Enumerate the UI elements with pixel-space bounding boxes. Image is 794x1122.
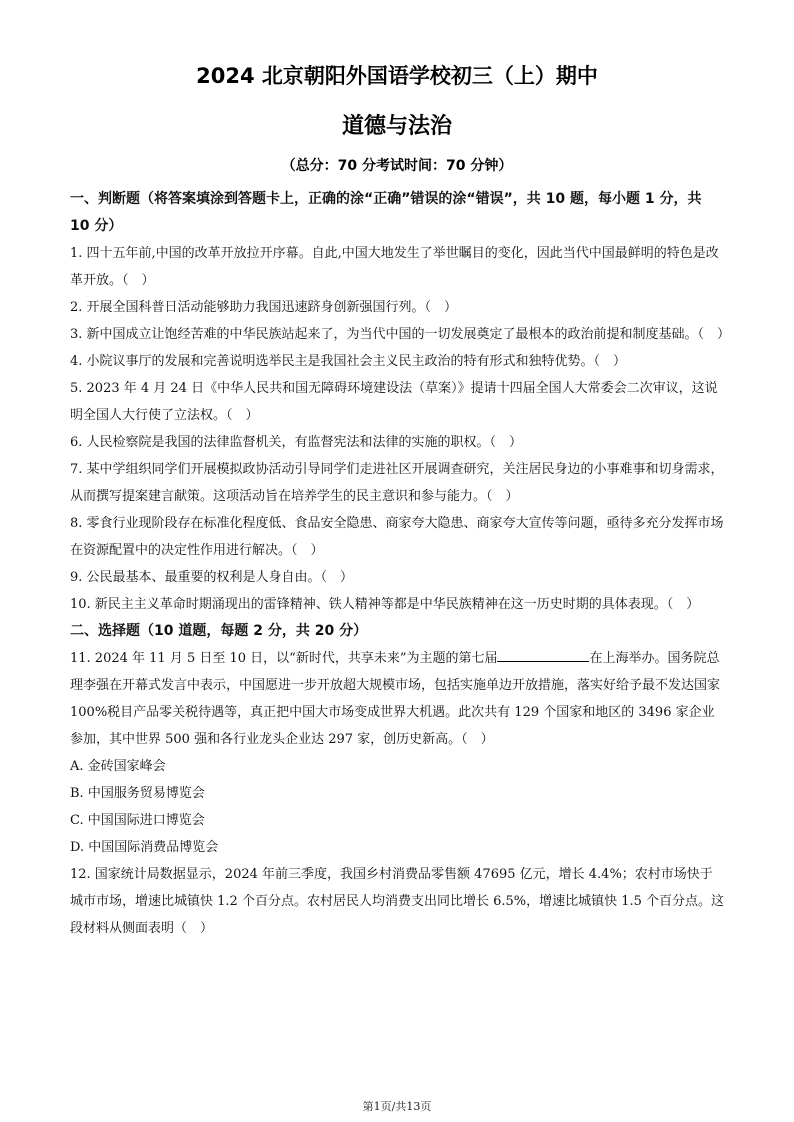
- question-12: 12. 国家统计局数据显示，2024 年前三季度，我国乡村消费品零售额 47695 亿元，增长 4.4%；农村市场快于城市市场，增速比城镇快 1.2 个百分点。农村居民人均消费支出同比增长 6.5%，增速比城镇快 1.5 个百分点。这段材料从侧面表明（ ）: [70, 867, 725, 936]
- question-2: 2. 开展全国科普日活动能够助力我国迅速跻身创新强国行列。（ ）: [70, 300, 458, 315]
- option-c: C. 中国国际进口博览会: [70, 813, 205, 828]
- exam-content: [70, 186, 731, 942]
- section2-heading: 二、选择题（10 道题，每题 2 分，共 20 分）: [70, 623, 368, 639]
- option-a: A. 金砖国家峰会: [70, 759, 166, 774]
- question-11-stem-start: 11. 2024 年 11 月 5 日至 10 日，以“新时代，共享未来”为主题的第七届: [70, 651, 498, 666]
- option-d: D. 中国国际消费品博览会: [70, 840, 219, 855]
- question-11: [70, 645, 725, 753]
- question-8: 8. 零食行业现阶段存在标准化程度低、食品安全隐患、商家夸大隐患、商家夸大宣传等问题，亟待多充分发挥市场在资源配置中的决定性作用进行解决。（ ）: [70, 516, 724, 558]
- subject-title: 道德与法治: [341, 114, 452, 139]
- answer-blank: [497, 647, 589, 662]
- question-6: 6. 人民检察院是我国的法律监督机关，有监督宪法和法律的实施的职权。（ ）: [70, 435, 523, 450]
- question-5: 5. 2023 年 4 月 24 日《中华人民共和国无障碍环境建设法（草案）》提请十四届全国人大常委会二次审议，这说明全国人大行使了立法权。（ ）: [70, 381, 718, 423]
- question-3: 3. 新中国成立让饱经苦难的中华民族站起来了，为当代中国的一切发展奠定了最根本的政治前提和制度基础。（ ）: [70, 327, 731, 342]
- section1-heading: 一、判断题（将答案填涂到答题卡上，正确的涂“正确”错误的涂“错误”，共 10 题，每小题 1 分，共 10 分）: [70, 191, 702, 234]
- page-number: 第1页/共13页: [362, 1100, 432, 1113]
- option-b: B. 中国服务贸易博览会: [70, 786, 205, 801]
- exam-title: 2024 北京朝阳外国语学校初三（上）期中: [196, 64, 598, 88]
- question-11-stem-end: 在上海举办。国务院总理李强在开幕式发言中表示，中国愿进一步开放超大规模市场，包括实施单边开放措施，落实好给予最不发达国家 100%税目产品零关税待遇等，真正把中国大市场变成世界大机遇。此次共有 129 个国家和地区的 3496 家企业参加，其中世界 500 强和各行业龙头企业达 297 家，创历史新高。（ ）: [70, 651, 721, 747]
- question-7: 7. 某中学组织同学们开展模拟政协活动引导同学们走进社区开展调查研究，关注居民身边的小事难事和切身需求，从而撰写提案建言献策。这项活动旨在培养学生的民主意识和参与能力。（ ）: [70, 462, 724, 504]
- question-9: 9. 公民最基本、最重要的权利是人身自由。（ ）: [70, 570, 354, 585]
- question-1: 1. 四十五年前,中国的改革开放拉开序幕。自此,中国大地发生了举世瞩目的变化，因此当代中国最鲜明的特色是改革开放。（ ）: [70, 246, 719, 288]
- exam-info: （总分：70 分考试时间：70 分钟）: [281, 158, 513, 174]
- question-10: 10. 新民主主义革命时期涌现出的雷锋精神、铁人精神等都是中华民族精神在这一历史时期的具体表现。（ ）: [70, 597, 700, 612]
- question-4: 4. 小院议事厅的发展和完善说明选举民主是我国社会主义民主政治的特有形式和独特优势。（ ）: [70, 354, 627, 369]
